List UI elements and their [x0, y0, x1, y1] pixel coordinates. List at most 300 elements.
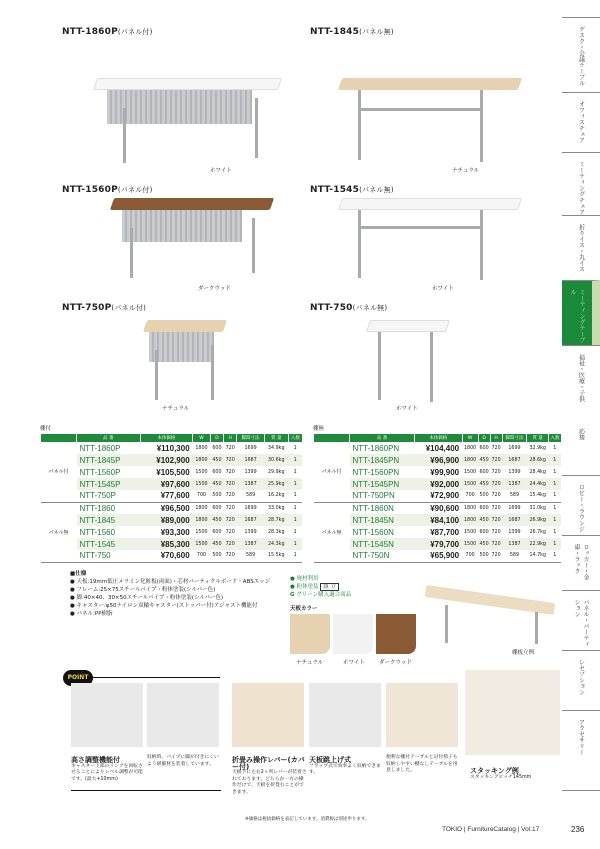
- point-badge: POINT: [63, 670, 93, 686]
- table-row: [41, 442, 303, 454]
- depth: 450: [210, 454, 223, 466]
- table-caption: 棚付: [40, 426, 52, 432]
- table-row: [314, 514, 562, 526]
- point-item: [386, 755, 461, 775]
- quantity: 1: [553, 469, 557, 475]
- product-image: [95, 78, 280, 168]
- example-label: 棚板立例: [512, 650, 535, 656]
- leg-span: 1399: [244, 469, 257, 475]
- depth: 450: [478, 514, 490, 526]
- depth: 450: [210, 514, 223, 526]
- model-code: NTT-1545N: [350, 538, 415, 550]
- depth: 450: [210, 538, 223, 550]
- sidebar-item-8[interactable]: [562, 535, 600, 590]
- header-cell: W: [462, 434, 478, 442]
- height: 720: [225, 445, 235, 451]
- width: 700: [196, 553, 207, 559]
- note: (パネル無): [359, 28, 394, 36]
- price-table: [40, 434, 302, 563]
- point-text: 便利な棚付テーブルと討付椅子も収納しやすい棚なしテーブルを用意しました。: [386, 755, 458, 773]
- height: 720: [490, 502, 502, 514]
- depth: 600: [212, 469, 222, 475]
- height: 720: [225, 553, 235, 559]
- price: ¥99,900: [430, 467, 460, 477]
- quantity: 1: [549, 514, 562, 526]
- weight: 31.0kg: [527, 502, 549, 514]
- table-row: [41, 490, 303, 502]
- weight: 29.9kg: [268, 469, 285, 475]
- model-code: NTT-1560P: [79, 467, 121, 477]
- product-title: [310, 27, 394, 37]
- folded-example-image: [425, 590, 555, 645]
- width: 1500: [195, 469, 208, 475]
- quantity: 1: [288, 478, 302, 490]
- spec-item: ● パネル:PP樹脂: [70, 611, 113, 617]
- depth: 600: [478, 502, 490, 514]
- table-row: [314, 538, 562, 550]
- point-text: 収納時、パイプに脚が付きにくいよう緩衝材を装着しています。: [147, 755, 219, 767]
- model: NTT-1860P: [62, 27, 118, 37]
- price-table: [313, 434, 561, 563]
- flap-photo: [309, 683, 381, 747]
- header-cell: W: [193, 434, 211, 442]
- price-table-shelf: [40, 424, 302, 563]
- depth: 600: [479, 529, 489, 535]
- tax-note: ※価格は税抜価格を表記しています。消費税は別途申ります。: [245, 817, 370, 822]
- header-cell: [314, 434, 350, 442]
- model: NTT-1845: [310, 27, 360, 37]
- height: 720: [490, 454, 502, 466]
- table-row: [41, 514, 303, 526]
- sidebar-item-label: 福祉・医療・子供: [577, 354, 585, 402]
- point-item: [71, 757, 146, 783]
- leg-span: 1687: [237, 514, 264, 526]
- price: ¥105,500: [156, 467, 190, 477]
- weight: 30.6kg: [264, 454, 288, 466]
- color-label: ナチュラル: [452, 168, 480, 174]
- width: 1500: [193, 538, 211, 550]
- price: ¥89,000: [140, 514, 193, 526]
- header-cell: D: [210, 434, 223, 442]
- header-row: [314, 434, 562, 442]
- point-text: キャスター上部のリングを回転させることによりレベル調整が可能です。(最大+10mm): [71, 763, 143, 782]
- model: NTT-750: [310, 303, 353, 313]
- height: 720: [225, 529, 235, 535]
- price: ¥93,300: [160, 527, 190, 537]
- stacking-photo: [465, 670, 560, 755]
- weight: 34.9kg: [268, 445, 285, 451]
- table-row: [314, 526, 562, 538]
- width: 1800: [193, 454, 211, 466]
- sidebar-item-label: 応接: [577, 428, 585, 440]
- price: ¥96,500: [140, 502, 193, 514]
- sidebar-item-0[interactable]: [562, 17, 600, 92]
- table-row: [314, 466, 562, 478]
- note: (パネル無): [352, 304, 388, 312]
- header-cell: 品 番: [350, 434, 415, 442]
- price: ¥110,300: [156, 443, 190, 453]
- spec-section: [70, 570, 300, 618]
- color-label: ホワイト: [210, 168, 232, 174]
- group-label: パネル付: [48, 469, 69, 476]
- stacking-text: スタッキングピッチ145mm: [470, 774, 532, 780]
- table-row: [41, 454, 303, 466]
- price: ¥84,100: [415, 514, 463, 526]
- depth: 600: [479, 445, 489, 451]
- depth: 500: [479, 493, 489, 499]
- height: 720: [490, 538, 502, 550]
- price: ¥97,600: [140, 478, 193, 490]
- depth: 450: [478, 538, 490, 550]
- model-code: NTT-1845: [77, 514, 141, 526]
- price: ¥65,900: [430, 551, 460, 561]
- depth: 600: [212, 529, 222, 535]
- table-row: [314, 454, 562, 466]
- table-row: [41, 538, 303, 550]
- depth: 450: [478, 454, 490, 466]
- lever-photo: [232, 683, 304, 747]
- sidebar-item-label: ロッカー・金庫・ラック: [573, 544, 589, 580]
- spec-item: ● フレーム:25×75スチールパイプ・粉体塗装(シルバー色): [70, 587, 216, 593]
- quantity: 1: [549, 454, 562, 466]
- model-code: NTT-1560PN: [352, 467, 400, 477]
- leg-span: 589: [509, 493, 520, 499]
- note: (パネル付): [111, 304, 147, 312]
- sidebar-item-6[interactable]: [562, 420, 600, 475]
- price: ¥79,700: [415, 538, 463, 550]
- depth: 450: [478, 478, 490, 490]
- width: 1500: [463, 469, 477, 475]
- quantity: 1: [288, 502, 302, 514]
- quantity: 1: [293, 445, 297, 451]
- weight: 15.5kg: [268, 553, 285, 559]
- model-code: NTT-1860: [77, 502, 141, 514]
- model-code: NTT-1545P: [77, 478, 141, 490]
- weight: 15.4kg: [529, 493, 546, 499]
- swatch-label: ナチュラル: [296, 660, 324, 666]
- width: 1800: [195, 445, 208, 451]
- spec-item: ● 脚:40×40、30×50スチールパイプ・粉体塗装(シルバー色): [70, 595, 224, 601]
- model-code: NTT-1845PN: [350, 454, 415, 466]
- width: 1500: [462, 478, 478, 490]
- weight: 24.4kg: [527, 478, 549, 490]
- product-image: [340, 198, 520, 286]
- spec-item: ● 天板:19mm低圧メラミン化粧板(両面)・芯材パーティクルボード・ABSエッジ: [70, 579, 271, 585]
- weight: 26.7kg: [529, 529, 546, 535]
- quantity: 1: [293, 493, 297, 499]
- weight: 22.9kg: [527, 538, 549, 550]
- table-row: [314, 550, 562, 562]
- height: 720: [491, 445, 501, 451]
- product-image: [112, 198, 272, 286]
- model-code: NTT-1860PN: [352, 443, 400, 453]
- model: NTT-1560P: [62, 185, 118, 195]
- height: 720: [224, 454, 237, 466]
- green-purchase-label: グリーン購入適合商品: [296, 592, 352, 598]
- table-row: [41, 466, 303, 478]
- sidebar-item-4[interactable]: [562, 280, 600, 345]
- quantity: 1: [549, 538, 562, 550]
- height: 720: [491, 493, 501, 499]
- width: 1800: [463, 445, 477, 451]
- width: 1500: [463, 529, 477, 535]
- depth: 600: [479, 469, 489, 475]
- quantity: 1: [553, 553, 557, 559]
- volume: Vol.17: [521, 826, 540, 833]
- header-cell: 品 番: [77, 434, 141, 442]
- weight: 33.0kg: [264, 502, 288, 514]
- point-text: 天板下に左右2ヶ所レバーが装着されております。どちらか一方の操作だけで、天板を折畳むことができます。: [232, 770, 307, 795]
- divider: [71, 790, 221, 791]
- table-row: [314, 442, 562, 454]
- page-number: 236: [571, 825, 585, 834]
- price: ¥85,300: [140, 538, 193, 550]
- model-code: NTT-1860P: [79, 443, 121, 453]
- leg-span: 1399: [508, 469, 521, 475]
- quantity: 1: [288, 514, 302, 526]
- quantity: 1: [293, 553, 297, 559]
- quantity: 1: [288, 538, 302, 550]
- model-code: NTT-750P: [79, 491, 116, 501]
- swatch-label: ホワイト: [343, 660, 365, 666]
- model-code: NTT-1545: [77, 538, 141, 550]
- leg-span: 1699: [244, 445, 257, 451]
- swatch-darkwood: [376, 614, 416, 654]
- height: 720: [491, 469, 501, 475]
- eco-item: 廃材利用: [296, 576, 319, 582]
- height: 720: [224, 478, 237, 490]
- sidebar-item-7[interactable]: [562, 475, 600, 535]
- leg-span: 1387: [502, 478, 527, 490]
- leg-span: 1687: [502, 454, 527, 466]
- stacking-title: スタッキング例: [470, 767, 519, 775]
- depth: 500: [212, 493, 222, 499]
- weight: 28.6kg: [527, 454, 549, 466]
- header-cell: D: [478, 434, 490, 442]
- quantity: 1: [553, 529, 557, 535]
- weight: 16.2kg: [268, 493, 285, 499]
- leg-span: 1699: [237, 502, 264, 514]
- width: 1800: [462, 514, 478, 526]
- model-code: NTT-1560N: [352, 527, 394, 537]
- model-code: NTT-1545PN: [350, 478, 415, 490]
- weight: 28.7kg: [264, 514, 288, 526]
- quantity: 1: [549, 502, 562, 514]
- sidebar-item-label: デスク・会議テーブル: [577, 26, 585, 86]
- green-g-icon: G: [290, 592, 295, 598]
- table-row: [41, 478, 303, 490]
- header-cell: H: [224, 434, 237, 442]
- price: ¥104,400: [425, 443, 460, 453]
- footer-brand: TOKIO | FurnitureCatalog | Vol.17: [442, 826, 540, 833]
- quantity: 1: [288, 454, 302, 466]
- leg-span: 1399: [508, 529, 521, 535]
- quantity: 1: [549, 478, 562, 490]
- price: ¥70,600: [160, 551, 190, 561]
- sidebar-item-label: レセプション: [577, 659, 585, 695]
- price: ¥90,600: [415, 502, 463, 514]
- height: 720: [490, 514, 502, 526]
- width: 1500: [195, 529, 208, 535]
- assembly-badge: 組 立: [320, 583, 339, 591]
- height: 720: [491, 553, 501, 559]
- swatch-white: [333, 614, 373, 654]
- table-row: [41, 502, 303, 514]
- quantity: 1: [293, 529, 297, 535]
- leg-span: 589: [245, 553, 256, 559]
- weight: 25.9kg: [264, 478, 288, 490]
- height: 720: [224, 502, 237, 514]
- color-label: ダークウッド: [198, 286, 231, 292]
- sidebar-item-10[interactable]: [562, 650, 600, 710]
- sidebar-item-label: ロビー・ラウンジ: [577, 484, 585, 532]
- sidebar-item-3[interactable]: [562, 215, 600, 280]
- sidebar-item-label: 折りイス・丸イス: [577, 224, 585, 272]
- header-cell: 脚間寸法: [237, 434, 264, 442]
- sidebar-item-label: ミーティングチェア: [577, 161, 585, 215]
- leg-span: 1687: [502, 514, 527, 526]
- weight: 32.9kg: [529, 445, 546, 451]
- note: (パネル付): [117, 186, 153, 194]
- model-code: NTT-1560: [79, 527, 116, 537]
- note: (パネル付): [117, 28, 153, 36]
- point-text: フラップ式で効率よく収納できます。: [309, 763, 381, 775]
- point-title: 天板跳上げ式: [309, 756, 351, 764]
- caster-photo: [71, 683, 143, 747]
- leg-cushion-photo: [147, 683, 219, 747]
- price: ¥77,600: [160, 491, 190, 501]
- sidebar-item-label: オフィスチェア: [577, 101, 585, 143]
- width: 700: [465, 553, 475, 559]
- product-image: [340, 78, 520, 168]
- group-label: パネル無: [314, 502, 350, 562]
- depth: 600: [210, 502, 223, 514]
- height: 720: [224, 538, 237, 550]
- divider: [92, 677, 220, 678]
- weight: 24.3kg: [264, 538, 288, 550]
- sidebar-item-label: ミーティングテーブル: [569, 289, 585, 343]
- price: ¥72,900: [430, 491, 460, 501]
- header-cell: 質 量: [527, 434, 549, 442]
- table-caption: 棚無: [313, 426, 325, 432]
- leg-span: 1387: [237, 538, 264, 550]
- model-code: NTT-1845P: [77, 454, 141, 466]
- product-image: [368, 320, 448, 408]
- eco-marks: ● 廃材利用 ● 粉体塗装 組 立 G グリーン購入適合商品: [290, 576, 352, 598]
- sidebar-item-label: パネル・パーティション: [573, 599, 589, 647]
- leg-span: 1699: [502, 502, 527, 514]
- table-row: [314, 502, 562, 514]
- table-row: [41, 526, 303, 538]
- color-label: ホワイト: [396, 406, 418, 412]
- color-label: ホワイト: [432, 286, 454, 292]
- header-cell: 入数: [550, 436, 560, 441]
- spec-title: ■仕様: [70, 571, 87, 577]
- model-code: NTT-1845N: [350, 514, 415, 526]
- sidebar-item-label: アクセサリー: [577, 719, 585, 755]
- model-code: NTT-1860N: [350, 502, 415, 514]
- sidebar-item-9[interactable]: [562, 590, 600, 650]
- header-cell: 質 量: [264, 434, 288, 442]
- swatch-label: ダークウッド: [379, 660, 412, 666]
- price: ¥87,700: [430, 527, 460, 537]
- color-label: ナチュラル: [162, 406, 190, 412]
- sidebar-end-divider: [562, 790, 600, 791]
- model-code: NTT-750N: [352, 551, 390, 561]
- group-label: パネル付: [321, 469, 342, 476]
- weight: 28.4kg: [529, 469, 546, 475]
- note: (パネル無): [359, 186, 394, 194]
- product-title: [310, 185, 394, 195]
- header-row: [41, 434, 303, 442]
- swatch-natural: [290, 614, 330, 654]
- leg-span: 589: [509, 553, 520, 559]
- depth: 450: [210, 478, 223, 490]
- table-row: [314, 490, 562, 502]
- model-code: NTT-750PN: [352, 491, 395, 501]
- price: ¥92,000: [415, 478, 463, 490]
- width: 1500: [462, 538, 478, 550]
- leg-span: 1687: [237, 454, 264, 466]
- table-row: [41, 550, 303, 562]
- height: 720: [225, 493, 235, 499]
- width: 700: [196, 493, 207, 499]
- height: 720: [490, 478, 502, 490]
- depth: 500: [212, 553, 222, 559]
- leg-span: 1399: [244, 529, 257, 535]
- model: NTT-1545: [310, 185, 360, 195]
- depth: 500: [479, 553, 489, 559]
- sidebar-item-1[interactable]: [562, 92, 600, 152]
- leg-span: 1387: [502, 538, 527, 550]
- sidebar-item-5[interactable]: [562, 345, 600, 405]
- header-cell: 本体価格: [140, 434, 193, 442]
- header-cell: 脚間寸法: [502, 434, 527, 442]
- header-cell: [41, 434, 77, 442]
- header-cell: H: [490, 434, 502, 442]
- weight: 14.7kg: [529, 553, 546, 559]
- width: 1500: [193, 478, 211, 490]
- width: 1800: [193, 502, 211, 514]
- price: ¥96,900: [415, 454, 463, 466]
- width: 1800: [462, 454, 478, 466]
- sidebar-item-11[interactable]: [562, 710, 600, 790]
- shelf-photo: [386, 683, 458, 747]
- brand: TOKIO: [442, 826, 463, 833]
- width: 700: [465, 493, 475, 499]
- quantity: 1: [293, 469, 297, 475]
- sidebar-item-2[interactable]: [562, 152, 600, 215]
- model-code: NTT-750: [79, 551, 111, 561]
- height: 720: [225, 469, 235, 475]
- quantity: 1: [553, 445, 557, 451]
- height: 720: [491, 529, 501, 535]
- table-row: [314, 478, 562, 490]
- product-title: [310, 303, 387, 313]
- price-table-no-shelf: [313, 424, 561, 563]
- leg-span: 1699: [508, 445, 521, 451]
- catalog: FurnitureCatalog: [467, 826, 516, 833]
- leg-span: 589: [245, 493, 256, 499]
- product-title: [62, 27, 153, 37]
- weight: 28.3kg: [268, 529, 285, 535]
- point-title: 折畳み操作レバー(カバー付): [232, 756, 305, 771]
- point-item: [309, 757, 384, 777]
- model: NTT-750P: [62, 303, 112, 313]
- weight: 26.9kg: [527, 514, 549, 526]
- header-cell: 入数: [288, 434, 302, 442]
- height: 720: [224, 514, 237, 526]
